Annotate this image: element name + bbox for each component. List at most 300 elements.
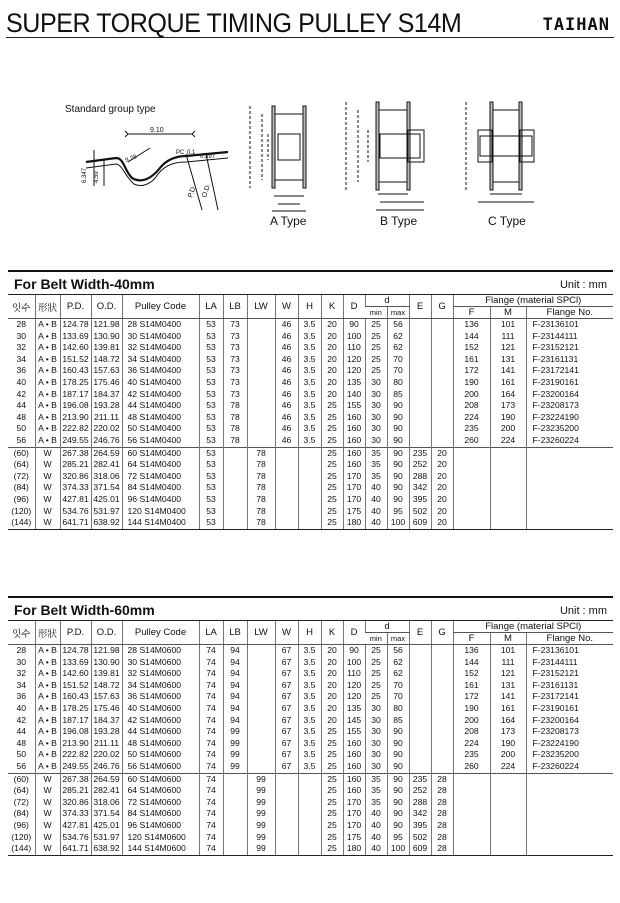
- table-cell: 30: [16, 330, 27, 341]
- table-cell: 224: [490, 435, 526, 447]
- table-cell: W: [35, 797, 60, 809]
- table-cell: W: [35, 482, 60, 494]
- table-cell: 252: [409, 785, 431, 797]
- table-cell: 78: [223, 435, 247, 447]
- table-cell: 170: [343, 797, 365, 809]
- table-cell: 90: [387, 785, 409, 797]
- table-cell: 213.90: [60, 412, 91, 424]
- table-cell: 130.90: [91, 331, 122, 343]
- table-cell: [453, 785, 490, 797]
- table-cell: 84 S14M0600: [122, 808, 199, 820]
- spec-table: [8, 294, 613, 530]
- table-cell: 99: [247, 785, 275, 797]
- table-cell: [409, 389, 431, 401]
- table-cell: 3.5: [298, 377, 321, 389]
- type-a-drawing: [250, 106, 306, 211]
- table-cell: 56: [387, 319, 409, 331]
- col-od: O.D.: [91, 621, 122, 645]
- table-cell: W: [35, 808, 60, 820]
- col-flange: Flange (material SPCl): [453, 295, 613, 307]
- table-cell: 282.41: [91, 459, 122, 471]
- table-cell: 211.11: [91, 412, 122, 424]
- table-cell: [431, 715, 453, 727]
- table-cell: 151.52: [60, 354, 91, 366]
- table-cell: A • B: [35, 365, 60, 377]
- table-cell: F-23190161: [526, 377, 613, 389]
- table-cell: [431, 342, 453, 354]
- table-cell: 252: [409, 459, 431, 471]
- belt-width-60-section: [8, 596, 613, 856]
- table-cell: 25: [321, 738, 343, 750]
- table-cell: 46: [275, 412, 298, 424]
- table-cell: 34: [16, 679, 27, 690]
- table-cell: 142.60: [60, 668, 91, 680]
- table-cell: 67: [275, 703, 298, 715]
- table-cell: 609: [409, 843, 431, 855]
- col-flange-f: F: [453, 307, 490, 319]
- col-bore-max: max: [387, 633, 409, 645]
- table-cell: 235: [453, 749, 490, 761]
- table-cell: [526, 808, 613, 820]
- table-cell: 20: [321, 703, 343, 715]
- table-cell: 285.21: [60, 459, 91, 471]
- table-cell: [247, 389, 275, 401]
- table-cell: 48: [16, 411, 27, 422]
- table-cell: 73: [223, 389, 247, 401]
- table-cell: [298, 773, 321, 785]
- table-cell: 235: [409, 773, 431, 785]
- table-cell: 25: [321, 412, 343, 424]
- table-cell: [453, 808, 490, 820]
- table-cell: 53: [199, 400, 223, 412]
- table-cell: 161: [453, 354, 490, 366]
- table-cell: 53: [199, 447, 223, 459]
- table-cell: [409, 400, 431, 412]
- table-cell: 28: [431, 797, 453, 809]
- table-cell: [247, 331, 275, 343]
- table-cell: 638.92: [91, 517, 122, 529]
- table-cell: 160: [343, 423, 365, 435]
- table-cell: 160: [343, 738, 365, 750]
- table-cell: [526, 459, 613, 471]
- table-cell: 609: [409, 517, 431, 529]
- table-cell: 139.81: [91, 342, 122, 354]
- table-cell: 96 S14M0600: [122, 820, 199, 832]
- table-cell: 74: [199, 680, 223, 692]
- table-cell: [453, 773, 490, 785]
- table-cell: 28: [431, 820, 453, 832]
- table-cell: 35: [365, 773, 387, 785]
- table-cell: [431, 412, 453, 424]
- table-cell: 53: [199, 331, 223, 343]
- table-cell: 30: [365, 423, 387, 435]
- svg-text:0.397: 0.397: [200, 154, 216, 160]
- table-cell: 20: [321, 319, 343, 331]
- table-cell: (60): [8, 773, 35, 785]
- table-cell: [298, 785, 321, 797]
- table-cell: [223, 808, 247, 820]
- table-cell: [247, 680, 275, 692]
- table-cell: 20: [321, 668, 343, 680]
- table-cell: 157.63: [91, 691, 122, 703]
- table-cell: 40: [365, 843, 387, 855]
- section-header: [8, 270, 613, 294]
- table-row: [8, 832, 613, 844]
- table-cell: 160: [343, 412, 365, 424]
- table-cell: 427.81: [60, 820, 91, 832]
- table-cell: 121.98: [91, 319, 122, 331]
- table-cell: 40: [365, 494, 387, 506]
- table-cell: [431, 749, 453, 761]
- table-cell: 164: [490, 715, 526, 727]
- table-cell: [247, 738, 275, 750]
- table-cell: 74: [199, 773, 223, 785]
- table-cell: [431, 738, 453, 750]
- table-cell: 249.55: [60, 761, 91, 773]
- table-cell: 78: [223, 412, 247, 424]
- table-body: [8, 319, 613, 530]
- table-cell: 80: [387, 377, 409, 389]
- table-row: [8, 365, 613, 377]
- svg-text:6.347: 6.347: [82, 167, 88, 183]
- table-cell: 36: [16, 691, 27, 702]
- table-cell: [275, 482, 298, 494]
- table-cell: 67: [275, 738, 298, 750]
- col-lw: LW: [247, 295, 275, 319]
- table-cell: A • B: [35, 354, 60, 366]
- table-cell: 160: [343, 761, 365, 773]
- table-cell: [247, 645, 275, 657]
- table-row: [8, 482, 613, 494]
- col-bore: d: [365, 295, 409, 307]
- table-cell: [223, 820, 247, 832]
- table-cell: 20: [321, 365, 343, 377]
- table-cell: [298, 832, 321, 844]
- table-cell: 157.63: [91, 365, 122, 377]
- table-cell: F-23224190: [526, 412, 613, 424]
- col-lb: LB: [223, 621, 247, 645]
- table-cell: 110: [343, 668, 365, 680]
- table-cell: [431, 657, 453, 669]
- table-cell: 73: [223, 354, 247, 366]
- table-cell: [247, 354, 275, 366]
- table-cell: 170: [343, 820, 365, 832]
- table-cell: 70: [387, 680, 409, 692]
- table-row: [8, 657, 613, 669]
- table-cell: 90: [387, 400, 409, 412]
- table-cell: 318.06: [91, 471, 122, 483]
- table-cell: 178.25: [60, 377, 91, 389]
- table-cell: (144): [8, 517, 35, 529]
- table-cell: [275, 797, 298, 809]
- table-cell: 121.98: [91, 645, 122, 657]
- table-cell: 120: [343, 691, 365, 703]
- table-cell: 20: [431, 447, 453, 459]
- table-cell: 67: [275, 657, 298, 669]
- table-cell: [409, 377, 431, 389]
- table-cell: 99: [223, 726, 247, 738]
- col-flange-m: M: [490, 307, 526, 319]
- col-g: G: [431, 295, 453, 319]
- col-pd: P.D.: [60, 295, 91, 319]
- table-cell: 25: [321, 773, 343, 785]
- table-cell: 50 S14M0600: [122, 749, 199, 761]
- table-cell: 53: [199, 319, 223, 331]
- table-cell: 152: [453, 668, 490, 680]
- table-cell: 196.08: [60, 400, 91, 412]
- table-cell: A • B: [35, 435, 60, 447]
- table-cell: 260: [453, 435, 490, 447]
- table-cell: [247, 319, 275, 331]
- table-cell: [298, 797, 321, 809]
- table-cell: 20: [431, 482, 453, 494]
- table-cell: 74: [199, 691, 223, 703]
- table-cell: 25: [365, 319, 387, 331]
- table-cell: 534.76: [60, 506, 91, 518]
- table-cell: 74: [199, 785, 223, 797]
- table-row: [8, 703, 613, 715]
- table-cell: 46: [275, 377, 298, 389]
- table-cell: 3.5: [298, 354, 321, 366]
- table-cell: 190: [490, 738, 526, 750]
- table-cell: 67: [275, 668, 298, 680]
- type-b-label: B Type: [380, 214, 418, 228]
- table-cell: 160: [343, 749, 365, 761]
- table-cell: 34: [16, 353, 27, 364]
- table-cell: (64): [13, 459, 29, 470]
- table-cell: 32: [16, 342, 27, 353]
- page-header: [6, 4, 614, 38]
- table-cell: [247, 715, 275, 727]
- table-cell: 56: [16, 434, 27, 445]
- table-cell: [275, 459, 298, 471]
- table-cell: 124.78: [60, 645, 91, 657]
- table-cell: 78: [247, 471, 275, 483]
- table-row: [8, 726, 613, 738]
- table-cell: 99: [223, 738, 247, 750]
- table-cell: A • B: [35, 400, 60, 412]
- table-cell: [431, 691, 453, 703]
- table-cell: 220.02: [91, 423, 122, 435]
- table-cell: F-23235200: [526, 423, 613, 435]
- table-cell: 36 S14M0400: [122, 365, 199, 377]
- table-cell: 90: [387, 494, 409, 506]
- tooth-profile-diagram: [82, 127, 228, 210]
- table-cell: 160.43: [60, 365, 91, 377]
- table-cell: 74: [199, 645, 223, 657]
- table-cell: [409, 726, 431, 738]
- table-cell: 90: [343, 645, 365, 657]
- table-cell: 20: [321, 342, 343, 354]
- table-cell: 53: [199, 494, 223, 506]
- table-cell: [275, 785, 298, 797]
- table-cell: F-23152121: [526, 668, 613, 680]
- table-cell: [431, 354, 453, 366]
- table-cell: 3.5: [298, 691, 321, 703]
- table-cell: 72 S14M0600: [122, 797, 199, 809]
- table-cell: 139.81: [91, 668, 122, 680]
- table-cell: [275, 447, 298, 459]
- table-cell: [223, 471, 247, 483]
- table-cell: [490, 773, 526, 785]
- table-cell: 34 S14M0400: [122, 354, 199, 366]
- table-cell: 170: [343, 494, 365, 506]
- table-cell: [490, 471, 526, 483]
- table-cell: [431, 319, 453, 331]
- table-cell: 25: [365, 657, 387, 669]
- table-cell: 20: [321, 377, 343, 389]
- table-cell: 160.43: [60, 691, 91, 703]
- table-cell: [247, 749, 275, 761]
- table-cell: W: [35, 471, 60, 483]
- table-cell: 62: [387, 657, 409, 669]
- table-row: [8, 412, 613, 424]
- table-cell: 56 S14M0600: [122, 761, 199, 773]
- table-cell: [490, 459, 526, 471]
- table-cell: 85: [387, 389, 409, 401]
- table-cell: F-23144111: [526, 657, 613, 669]
- table-cell: 638.92: [91, 843, 122, 855]
- table-cell: 3.5: [298, 645, 321, 657]
- table-cell: [275, 494, 298, 506]
- table-row: [8, 761, 613, 773]
- table-cell: 42 S14M0400: [122, 389, 199, 401]
- table-cell: 40: [365, 820, 387, 832]
- table-cell: 161: [453, 680, 490, 692]
- table-cell: 170: [343, 471, 365, 483]
- table-cell: [247, 691, 275, 703]
- table-cell: 99: [247, 843, 275, 855]
- table-cell: 160: [343, 459, 365, 471]
- table-cell: (72): [13, 470, 29, 481]
- col-g: G: [431, 621, 453, 645]
- table-cell: 73: [223, 319, 247, 331]
- table-cell: [223, 447, 247, 459]
- table-cell: 30: [16, 656, 27, 667]
- table-cell: (120): [11, 831, 32, 842]
- table-cell: 25: [321, 482, 343, 494]
- col-h: H: [298, 295, 321, 319]
- table-cell: [409, 342, 431, 354]
- table-cell: 131: [490, 680, 526, 692]
- table-cell: 425.01: [91, 494, 122, 506]
- table-cell: [490, 785, 526, 797]
- table-cell: 30: [365, 715, 387, 727]
- table-cell: 94: [223, 657, 247, 669]
- table-cell: [247, 703, 275, 715]
- table-row: [8, 785, 613, 797]
- table-cell: 136: [453, 319, 490, 331]
- table-cell: 25: [321, 749, 343, 761]
- table-cell: 121: [490, 668, 526, 680]
- table-row: [8, 645, 613, 657]
- table-cell: A • B: [35, 657, 60, 669]
- table-cell: 30: [365, 400, 387, 412]
- table-cell: [298, 447, 321, 459]
- table-cell: [275, 820, 298, 832]
- table-cell: 260: [453, 761, 490, 773]
- table-cell: 40 S14M0400: [122, 377, 199, 389]
- table-cell: [431, 668, 453, 680]
- table-cell: 73: [223, 365, 247, 377]
- table-cell: 30 S14M0600: [122, 657, 199, 669]
- table-cell: 62: [387, 331, 409, 343]
- col-code: Pulley Code: [122, 295, 199, 319]
- table-cell: A • B: [35, 319, 60, 331]
- table-cell: 282.41: [91, 785, 122, 797]
- table-cell: 425.01: [91, 820, 122, 832]
- table-cell: 641.71: [60, 843, 91, 855]
- table-cell: 53: [199, 365, 223, 377]
- table-cell: 200: [490, 423, 526, 435]
- table-cell: [526, 773, 613, 785]
- table-cell: [490, 808, 526, 820]
- table-cell: 90: [387, 808, 409, 820]
- table-cell: 56: [16, 760, 27, 771]
- table-cell: [223, 494, 247, 506]
- section-title: For Belt Width-60mm: [14, 602, 155, 618]
- table-cell: 25: [365, 645, 387, 657]
- table-cell: [298, 471, 321, 483]
- table-row: [8, 423, 613, 435]
- table-cell: 28: [431, 773, 453, 785]
- table-cell: 35: [365, 785, 387, 797]
- table-cell: 208: [453, 400, 490, 412]
- table-cell: 32 S14M0600: [122, 668, 199, 680]
- table-cell: 30: [365, 761, 387, 773]
- svg-text:4.59: 4.59: [94, 171, 100, 183]
- table-cell: 3.5: [298, 365, 321, 377]
- table-cell: 53: [199, 482, 223, 494]
- table-cell: 53: [199, 412, 223, 424]
- table-cell: [247, 726, 275, 738]
- table-row: [8, 843, 613, 855]
- table-cell: 99: [223, 749, 247, 761]
- table-cell: 46: [275, 365, 298, 377]
- table-cell: 151.52: [60, 680, 91, 692]
- table-cell: 46: [275, 423, 298, 435]
- table-cell: 53: [199, 471, 223, 483]
- table-cell: 72 S14M0400: [122, 471, 199, 483]
- table-cell: W: [35, 773, 60, 785]
- table-cell: 73: [223, 342, 247, 354]
- table-cell: 74: [199, 761, 223, 773]
- table-cell: 173: [490, 400, 526, 412]
- col-od: O.D.: [91, 295, 122, 319]
- table-cell: 190: [453, 703, 490, 715]
- table-cell: 25: [321, 423, 343, 435]
- table-row: [8, 749, 613, 761]
- table-cell: 140: [343, 389, 365, 401]
- table-cell: 74: [199, 808, 223, 820]
- table-cell: [490, 517, 526, 529]
- table-cell: 78: [247, 459, 275, 471]
- table-cell: 180: [343, 517, 365, 529]
- table-cell: 3.5: [298, 680, 321, 692]
- table-cell: [431, 377, 453, 389]
- table-cell: W: [35, 832, 60, 844]
- table-cell: 99: [247, 773, 275, 785]
- table-cell: [490, 494, 526, 506]
- table-cell: 133.69: [60, 657, 91, 669]
- table-cell: 42: [16, 714, 27, 725]
- table-cell: 53: [199, 423, 223, 435]
- table-cell: 25: [321, 459, 343, 471]
- table-cell: W: [35, 506, 60, 518]
- table-cell: 35: [365, 471, 387, 483]
- table-cell: 395: [409, 820, 431, 832]
- table-cell: 74: [199, 703, 223, 715]
